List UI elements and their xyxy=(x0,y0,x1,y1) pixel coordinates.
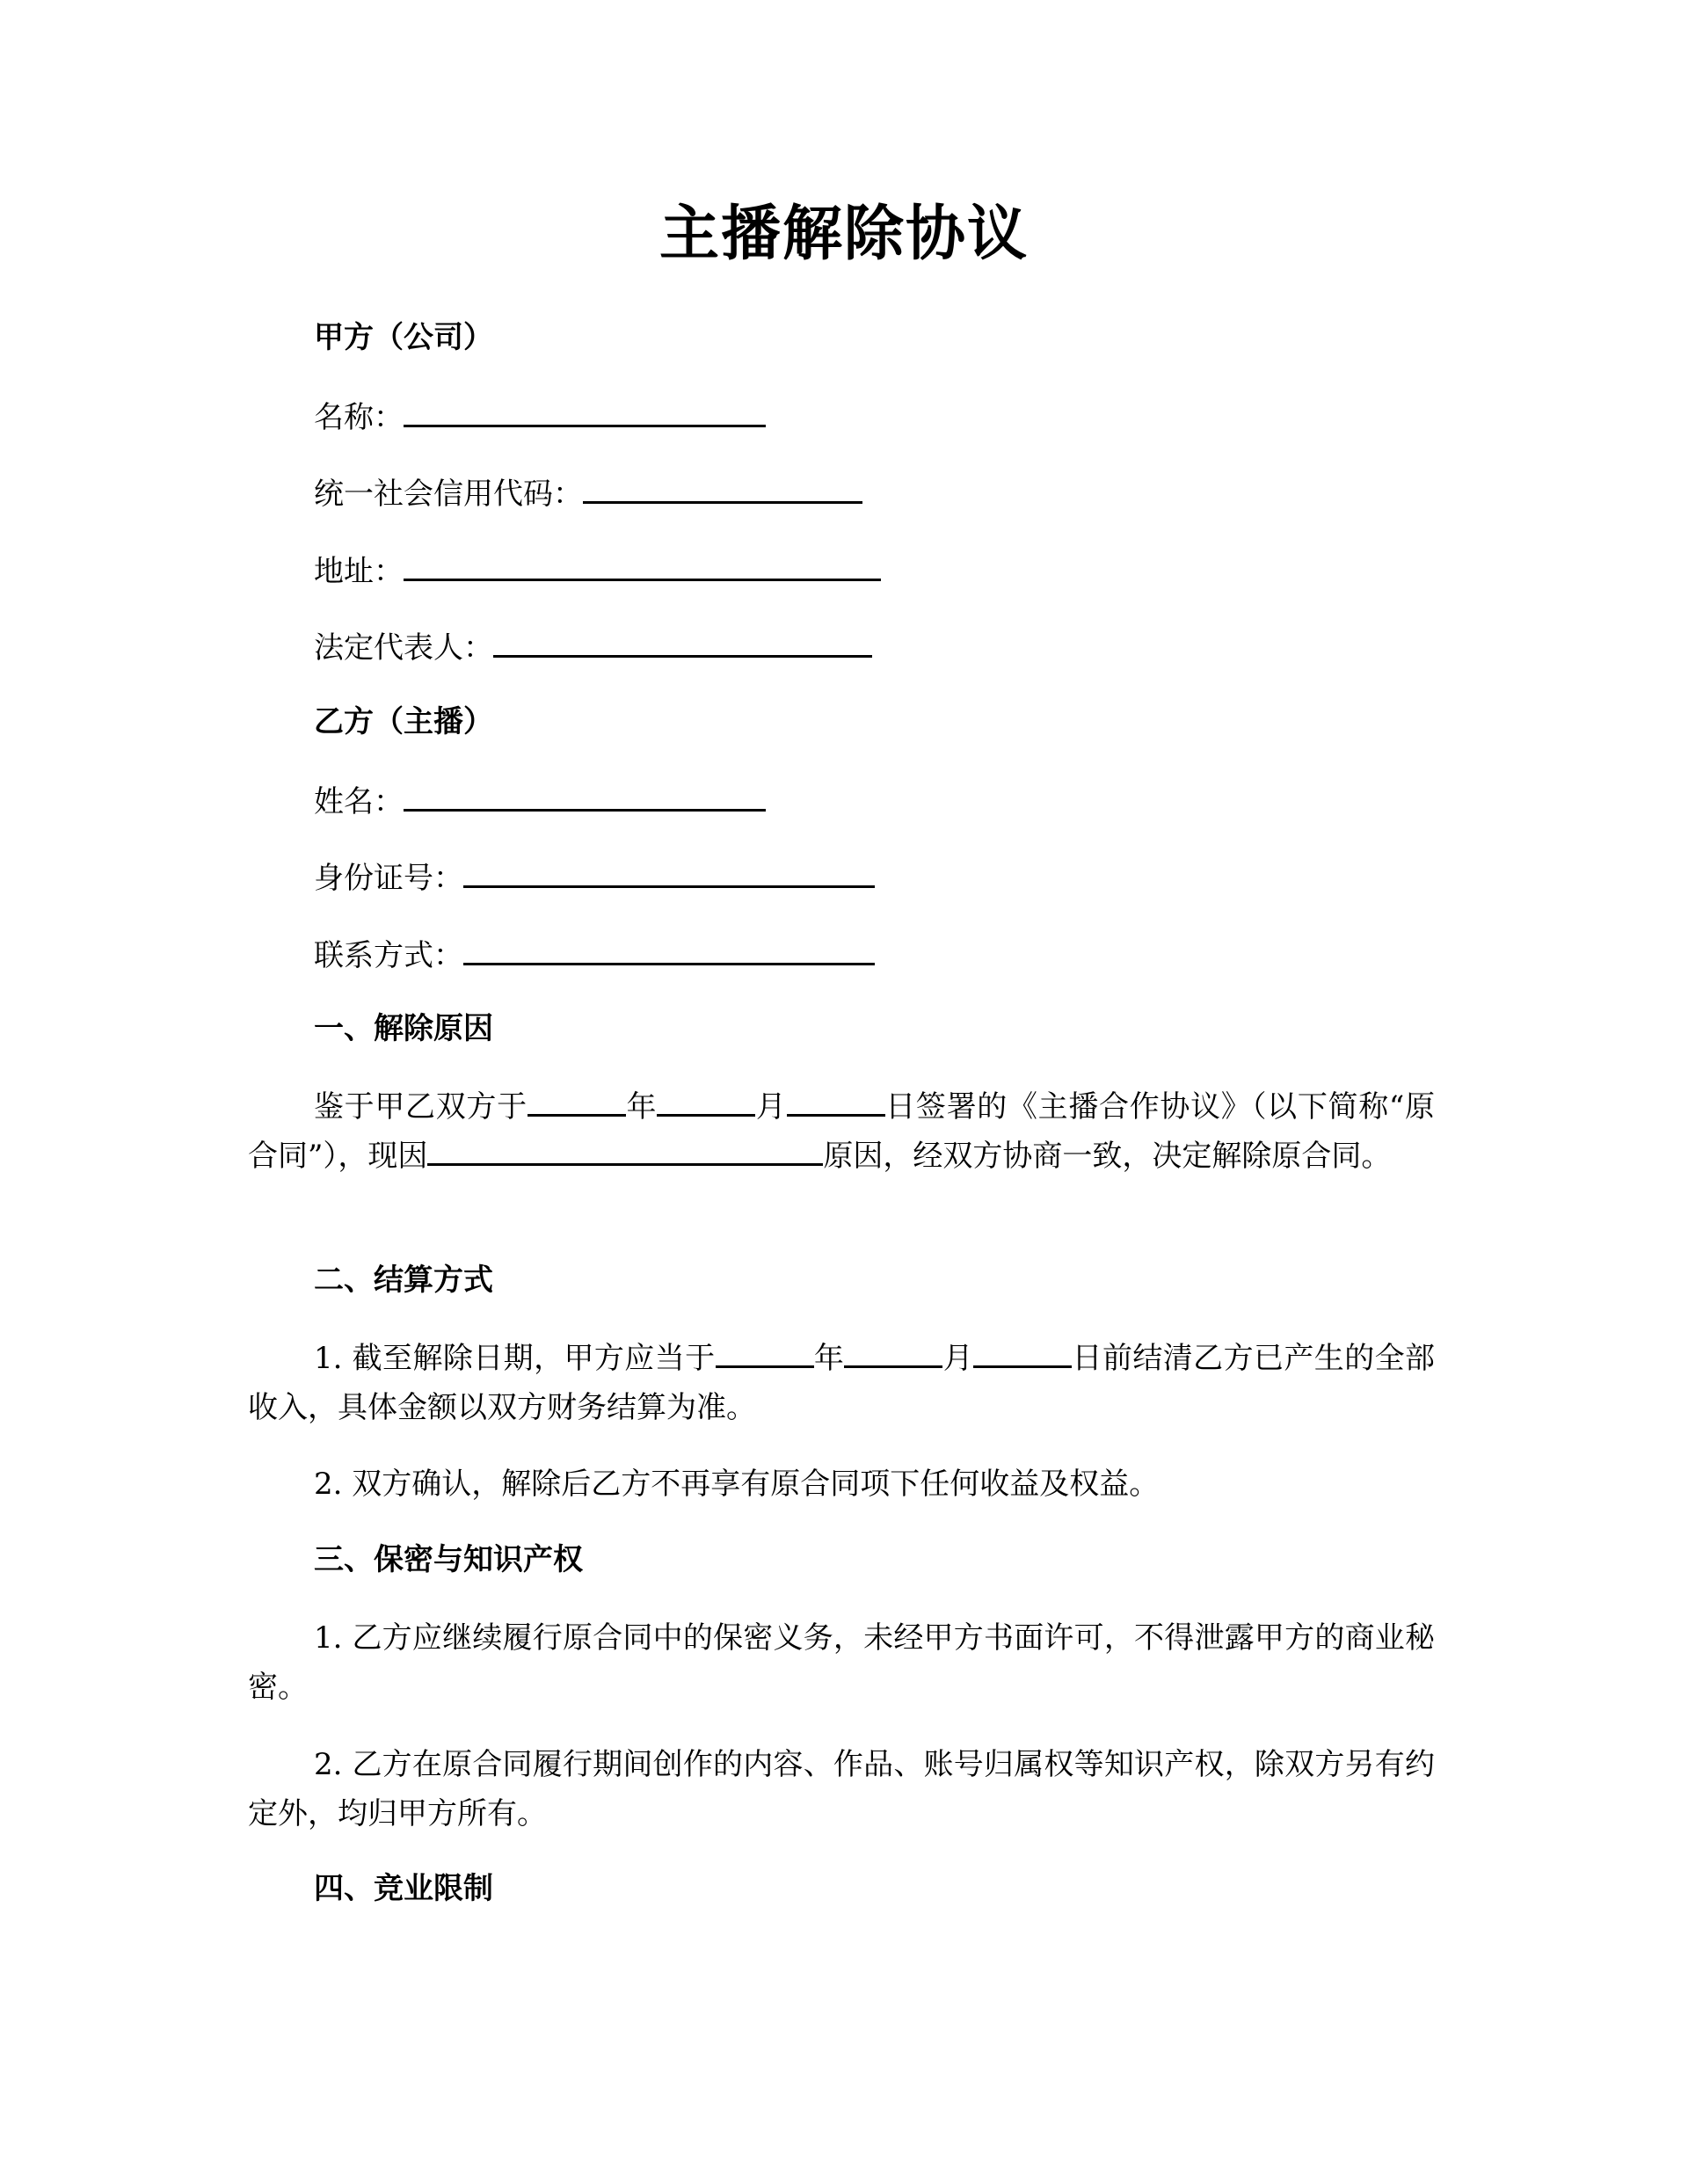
party-b-name-label: 姓名： xyxy=(314,784,404,819)
party-a-legal-rep-row xyxy=(314,625,872,667)
party-b-id-label: 身份证号： xyxy=(314,861,463,896)
party-b-contact-blank[interactable] xyxy=(463,933,875,965)
party-a-name-row xyxy=(314,395,766,437)
section-2-month-label: 月 xyxy=(942,1341,974,1376)
party-a-credit-code-blank[interactable] xyxy=(583,471,862,504)
party-a-address-row xyxy=(314,549,881,591)
section-2-item-1-text-b: 日前结清乙方已产生的全部收入，具体金额以双方财务结算为准。 xyxy=(248,1341,1436,1425)
party-a-legal-rep-blank[interactable] xyxy=(493,625,872,658)
party-b-contact-row xyxy=(314,933,875,975)
party-a-address-label: 地址： xyxy=(314,554,404,589)
party-b-name-blank[interactable] xyxy=(404,779,766,812)
section-3-item-2: 2. 乙方在原合同履行期间创作的内容、作品、账号归属权等知识产权，除双方另有约定外，均归甲方所有。 xyxy=(248,1747,1435,1831)
party-a-address-blank[interactable] xyxy=(404,549,881,581)
section-2-heading: 二、结算方式 xyxy=(314,1263,493,1298)
section-1-heading: 一、解除原因 xyxy=(314,1011,493,1046)
document-title: 主播解除协议 xyxy=(658,200,1029,269)
section-1-day-blank[interactable] xyxy=(787,1088,885,1117)
section-4-heading: 四、竞业限制 xyxy=(314,1871,493,1906)
section-2-item-2: 2. 双方确认，解除后乙方不再享有原合同项下任何收益及权益。 xyxy=(314,1467,1160,1502)
section-1-text-a: 鉴于甲乙双方于 xyxy=(314,1089,528,1125)
section-2-month-blank[interactable] xyxy=(844,1339,942,1368)
section-2-year-label: 年 xyxy=(813,1341,845,1376)
party-a-heading: 甲方（公司） xyxy=(314,320,493,355)
section-2-day-blank[interactable] xyxy=(973,1339,1072,1368)
section-1-reason-blank[interactable] xyxy=(427,1137,823,1166)
party-b-name-row xyxy=(314,779,766,821)
section-2-item-1 xyxy=(248,1334,1435,1432)
party-a-credit-code-row xyxy=(314,471,862,513)
party-b-contact-label: 联系方式： xyxy=(314,938,463,973)
party-b-id-row xyxy=(314,855,875,898)
section-1-paragraph xyxy=(248,1082,1435,1181)
party-b-id-blank[interactable] xyxy=(463,855,875,888)
section-3-item-1: 1. 乙方应继续履行原合同中的保密义务，未经甲方书面许可，不得泄露甲方的商业秘密。 xyxy=(248,1620,1435,1705)
section-2-item-1-text-a: 1. 截至解除日期，甲方应当于 xyxy=(314,1341,716,1376)
section-3-heading: 三、保密与知识产权 xyxy=(314,1542,583,1577)
section-2-year-blank[interactable] xyxy=(716,1339,814,1368)
party-a-legal-rep-label: 法定代表人： xyxy=(314,630,493,666)
party-a-name-blank[interactable] xyxy=(404,395,766,427)
section-1-year-label: 年 xyxy=(625,1089,658,1125)
party-b-heading: 乙方（主播） xyxy=(314,704,493,739)
section-1-month-blank[interactable] xyxy=(657,1088,755,1117)
party-a-name-label: 名称： xyxy=(314,400,404,435)
section-1-month-label: 月 xyxy=(755,1089,787,1125)
section-1-text-c: 原因，经双方协商一致，决定解除原合同。 xyxy=(823,1139,1392,1174)
party-a-credit-code-label: 统一社会信用代码： xyxy=(314,477,583,512)
section-1-text-b: 日签署的《主播合作协议》（以下简称“原合同”），现因 xyxy=(248,1089,1435,1174)
section-1-year-blank[interactable] xyxy=(528,1088,626,1117)
